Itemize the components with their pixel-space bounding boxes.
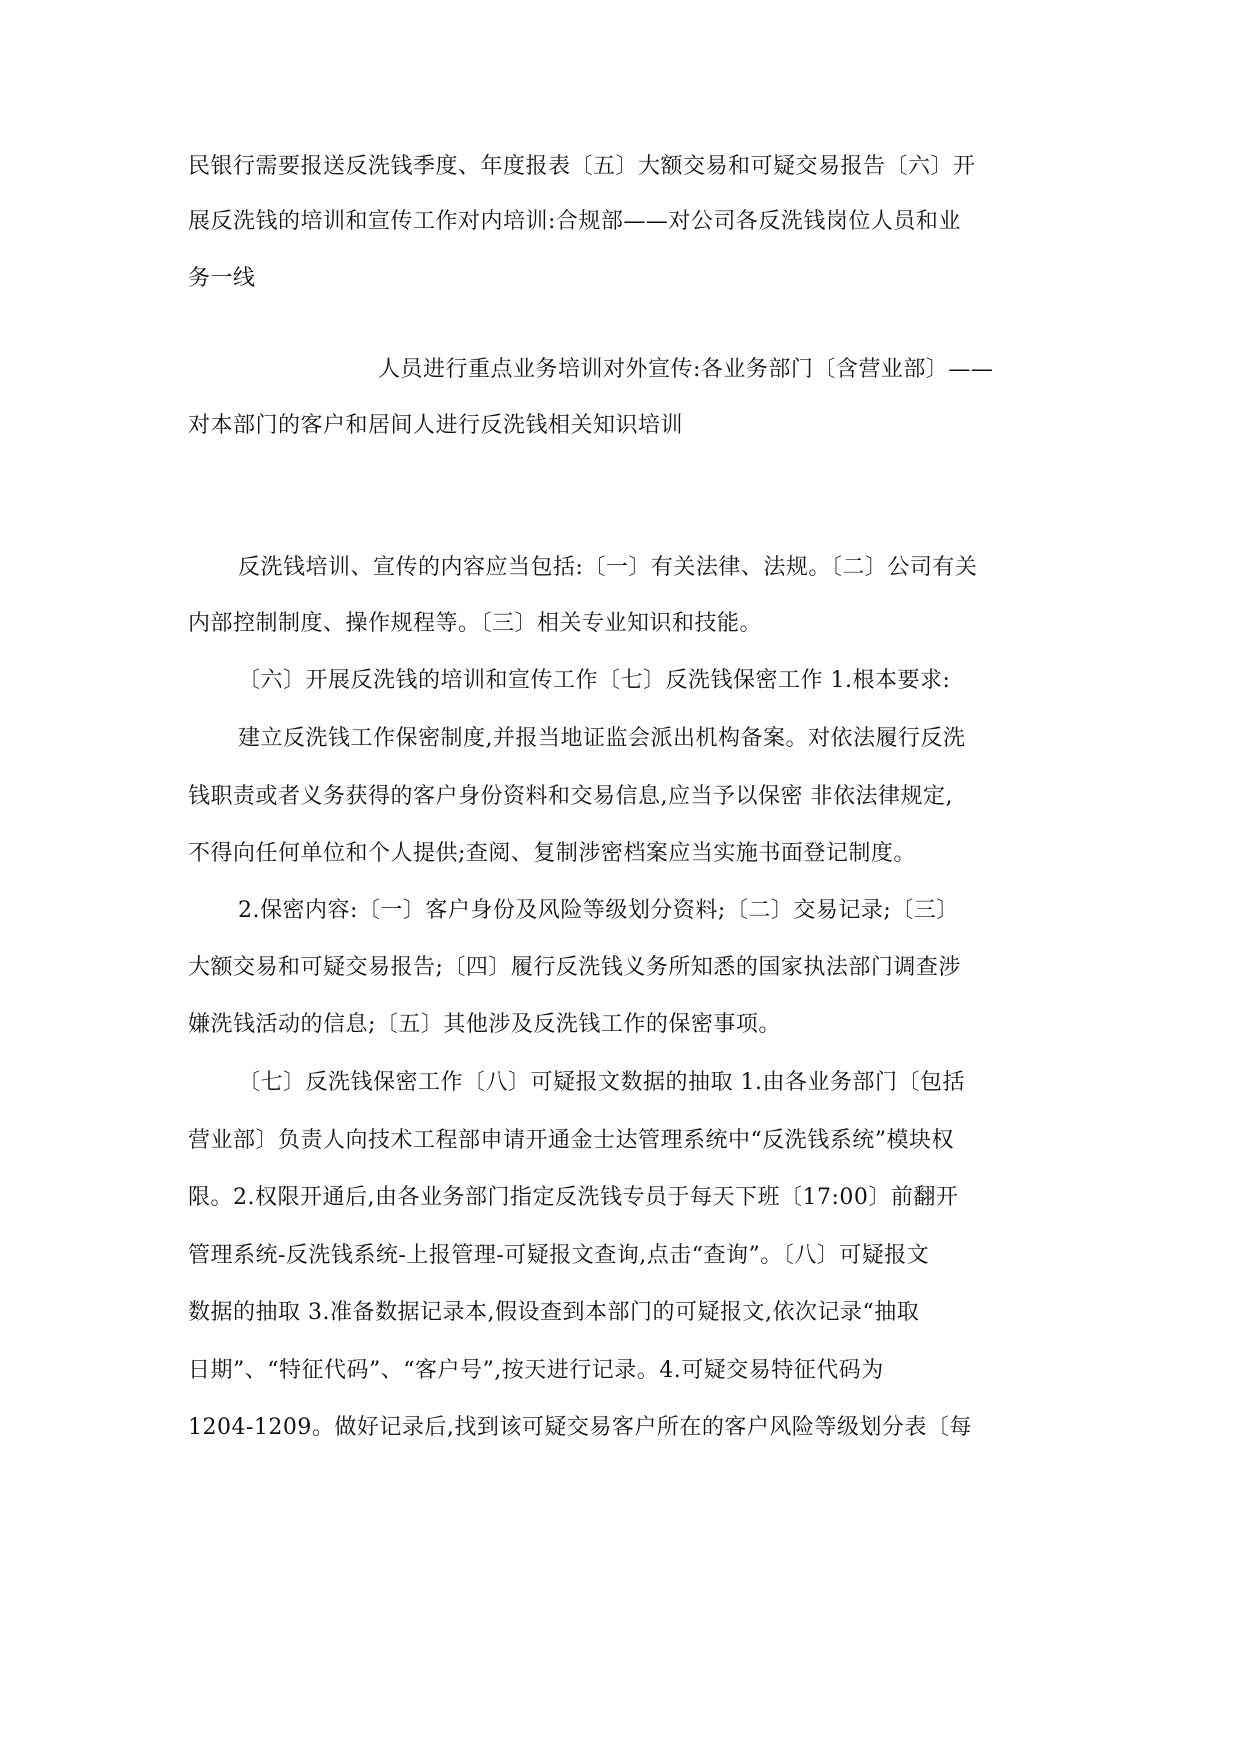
text-line-14: 嫌洗钱活动的信息;〔五〕其他涉及反洗钱工作的保密事项。 xyxy=(188,1012,781,1037)
text-line-15: 〔七〕反洗钱保密工作〔八〕可疑报文数据的抽取 1.由各业务部门〔包括 xyxy=(238,1070,965,1095)
text-line-8: 〔六〕开展反洗钱的培训和宣传工作〔七〕反洗钱保密工作 1.根本要求: xyxy=(238,668,951,693)
text-line-12: 2.保密内容:〔一〕客户身份及风险等级划分资料;〔二〕交易记录;〔三〕 xyxy=(238,898,959,923)
text-line-17: 限。2.权限开通后,由各业务部门指定反洗钱专员于每天下班〔17:00〕前翻开 xyxy=(188,1185,959,1210)
text-line-3: 务一线 xyxy=(188,266,256,291)
text-line-5: 对本部门的客户和居间人进行反洗钱相关知识培训 xyxy=(188,413,684,438)
text-line-4: 人员进行重点业务培训对外宣传:各业务部门〔含营业部〕—— xyxy=(378,357,994,382)
text-line-21: 1204-1209。做好记录后,找到该可疑交易客户所在的客户风险等级划分表〔每 xyxy=(188,1415,972,1440)
text-line-11: 不得向任何单位和个人提供;查阅、复制涉密档案应当实施书面登记制度。 xyxy=(188,841,916,866)
text-line-19: 数据的抽取 3.准备数据记录本,假设查到本部门的可疑报文,依次记录“抽取 xyxy=(188,1300,920,1325)
text-line-1: 民银行需要报送反洗钱季度、年度报表〔五〕大额交易和可疑交易报告〔六〕开 xyxy=(188,154,976,179)
text-line-6: 反洗钱培训、宣传的内容应当包括:〔一〕有关法律、法规。〔二〕公司有关 xyxy=(238,555,978,580)
text-line-18: 管理系统-反洗钱系统-上报管理-可疑报文查询,点击“查询”。〔八〕可疑报文 xyxy=(188,1243,930,1268)
text-line-16: 营业部〕负责人向技术工程部申请开通金士达管理系统中“反洗钱系统”模块权 xyxy=(188,1128,954,1153)
text-line-13: 大额交易和可疑交易报告;〔四〕履行反洗钱义务所知悉的国家执法部门调查涉 xyxy=(188,955,961,980)
text-line-9: 建立反洗钱工作保密制度,并报当地证监会派出机构备案。对依法履行反洗 xyxy=(238,726,966,751)
text-line-20: 日期”、“特征代码”、“客户号”,按天进行记录。4.可疑交易特征代码为 xyxy=(188,1358,884,1383)
text-line-10: 钱职责或者义务获得的客户身份资料和交易信息,应当予以保密 非依法律规定, xyxy=(188,784,953,809)
text-line-7: 内部控制制度、操作规程等。〔三〕相关专业知识和技能。 xyxy=(188,611,763,636)
text-line-2: 展反洗钱的培训和宣传工作对内培训:合规部——对公司各反洗钱岗位人员和业 xyxy=(188,209,961,234)
